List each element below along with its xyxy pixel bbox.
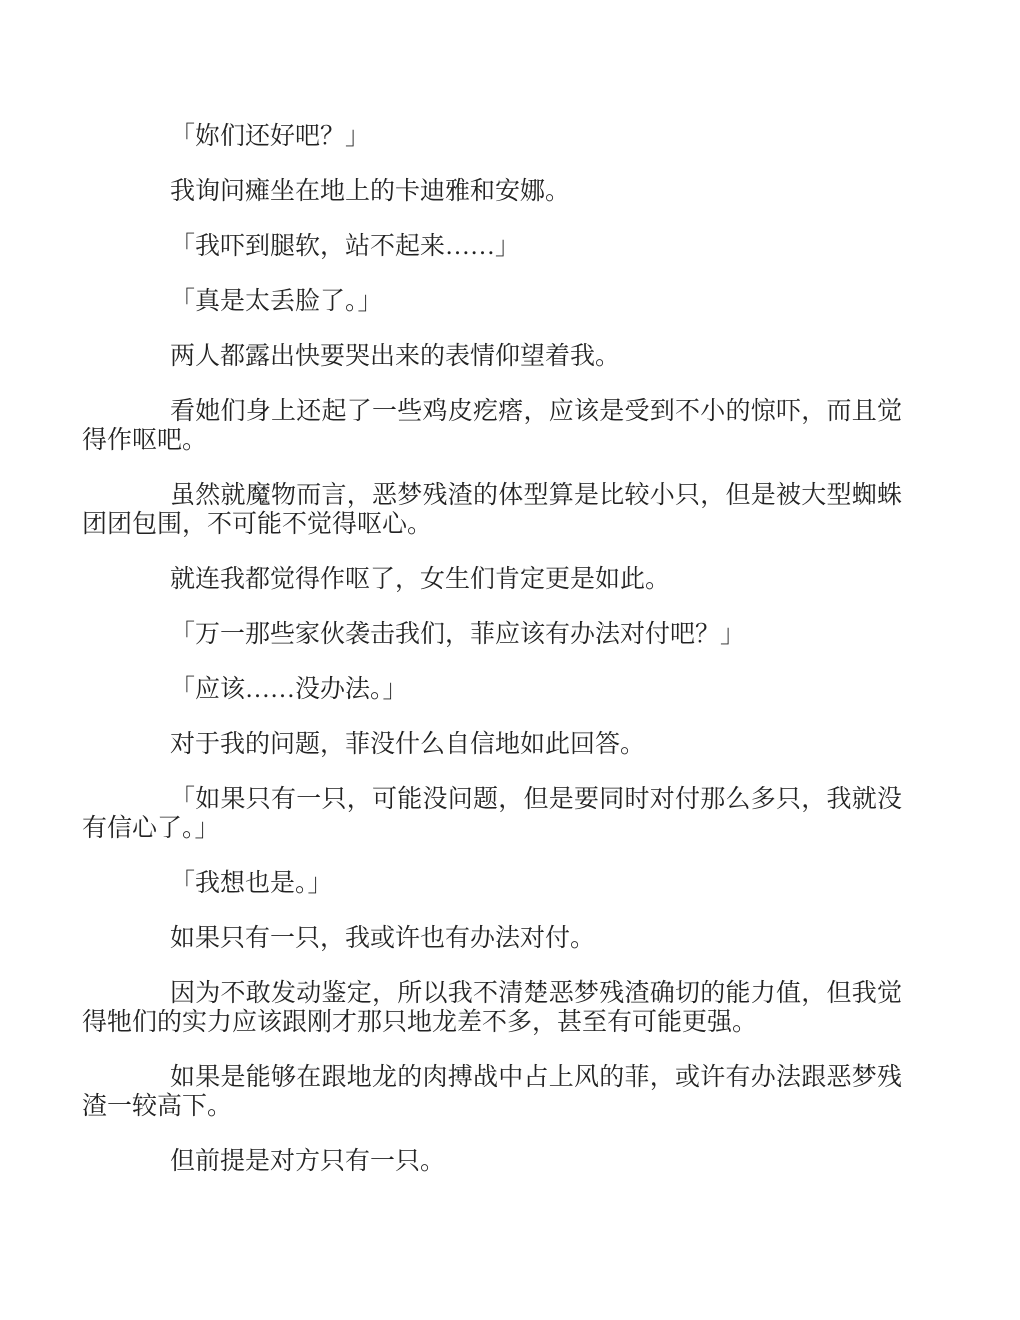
paragraph: 「如果只有一只，可能没问题，但是要同时对付那么多只，我就没有信心了。」 <box>82 786 902 842</box>
paragraph: 「应该……没办法。」 <box>170 676 408 703</box>
paragraph: 但前提是对方只有一只。 <box>170 1148 446 1175</box>
paragraph: 两人都露出快要哭出来的表情仰望着我。 <box>170 343 621 370</box>
paragraph: 「我吓到腿软，站不起来……」 <box>170 233 521 260</box>
paragraph: 如果是能够在跟地龙的肉搏战中占上风的菲，或许有办法跟恶梦残渣一较高下。 <box>82 1064 902 1120</box>
paragraph: 「万一那些家伙袭击我们，菲应该有办法对付吧？」 <box>170 621 746 648</box>
paragraph: 「我想也是。」 <box>170 870 333 897</box>
paragraph: 就连我都觉得作呕了，女生们肯定更是如此。 <box>170 566 671 593</box>
paragraph: 对于我的问题，菲没什么自信地如此回答。 <box>170 731 646 758</box>
novel-text-content <box>82 122 902 1176</box>
paragraph: 「妳们还好吧？」 <box>170 123 371 150</box>
paragraph: 「真是太丢脸了。」 <box>170 288 383 315</box>
paragraph: 虽然就魔物而言，恶梦残渣的体型算是比较小只，但是被大型蜘蛛团团包围，不可能不觉得呕心。 <box>82 482 902 538</box>
paragraph: 我询问瘫坐在地上的卡迪雅和安娜。 <box>170 178 571 205</box>
paragraph: 看她们身上还起了一些鸡皮疙瘩，应该是受到不小的惊吓，而且觉得作呕吧。 <box>82 398 902 454</box>
paragraph: 因为不敢发动鉴定，所以我不清楚恶梦残渣确切的能力值，但我觉得牠们的实力应该跟刚才那只地龙差不多，甚至有可能更强。 <box>82 980 902 1036</box>
paragraph: 如果只有一只，我或许也有办法对付。 <box>170 925 596 952</box>
